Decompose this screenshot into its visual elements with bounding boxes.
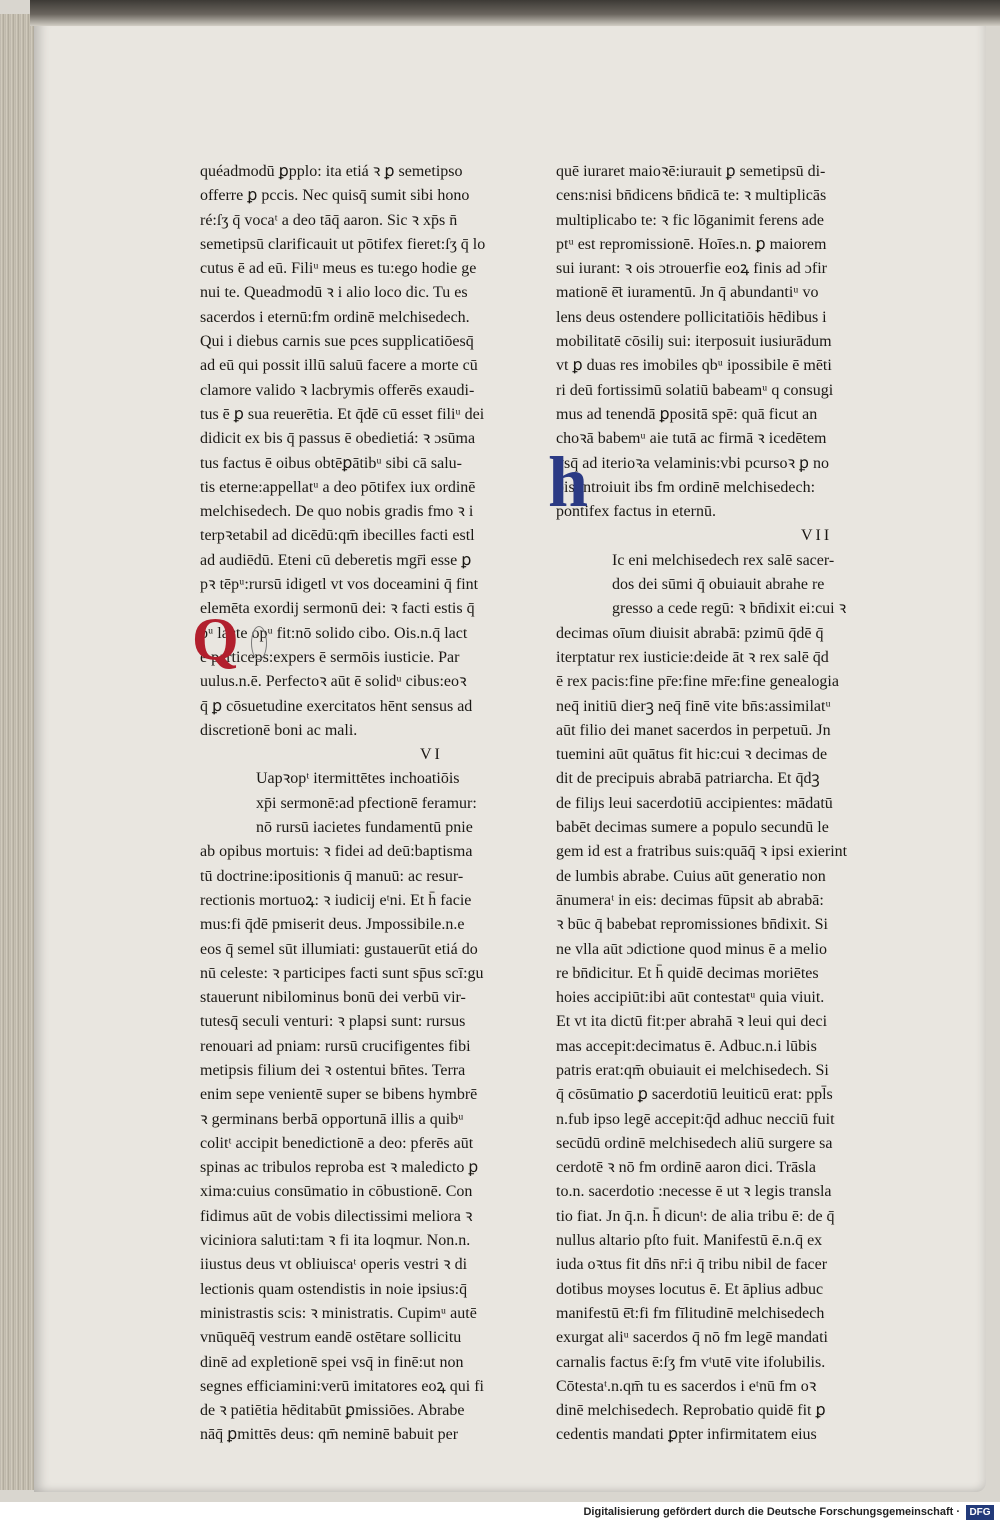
chapter-number: VI xyxy=(420,746,443,764)
text-line: de lumbis abrabe. Cuius aūt generatio non xyxy=(556,867,826,885)
text-line: tus factus ē oibus obtēꝑātibᵘ sibi cā salu- xyxy=(200,454,463,472)
text-line: n.fub ipso legē accepit:q̄d adhuc necciū fuit xyxy=(556,1110,835,1128)
text-line: patris erat:qm̄ obuiauit ei melchisedech. Si xyxy=(556,1061,829,1079)
text-line: cedentis mandati ꝑpter infirmitatem eius xyxy=(556,1426,817,1444)
text-line: neq̄ initiū dierꝫ neq̄ finē vite bn̄s:assimilatᵘ xyxy=(556,697,831,715)
text-line: vnūquēq̄ vestrum eandē ostētare sollicitu xyxy=(200,1329,462,1347)
text-line: re bn̄dicitur. Et h̄ quidē decimas moriētes xyxy=(556,964,819,982)
text-line: de ꝛ patiētia hēditabūt ꝑmissiōes. Abrabe xyxy=(200,1402,465,1420)
text-line: tio fiat. Jn q̄.n. h̄ dicunᵗ: de alia tribu ē: de q̄ xyxy=(556,1207,835,1225)
text-line: pontifex factus in eternū. xyxy=(556,503,716,521)
text-line: segnes efficiamini:verū imitatores eoꝝ qui fi xyxy=(200,1377,484,1395)
text-line: eos q̄ semel sūt illumiati: gustauerūt etiá do xyxy=(200,940,478,958)
text-line: iuda oꝛtus fit dn̄s nr̄:i q̄ tribu nibil de facer xyxy=(556,1256,828,1274)
text-line: stauerunt nibilominus bonū dei verbū vir- xyxy=(200,989,466,1007)
text-line: sacerdos i eternū:fm ordinē melchisedech. xyxy=(200,308,470,326)
initial-q-rubricated: Q xyxy=(192,606,239,672)
text-line: nui te. Queadmodū ꝛ i alio loco dic. Tu es xyxy=(200,284,468,302)
text-line: melchisedech. De quo nobis gradis fmo ꝛ i xyxy=(200,503,474,521)
text-line: ānumeraᵗ in eis: decimas fūpsit ab abrabā: xyxy=(556,891,824,909)
text-line: mus:fi q̄dē pmiserit deus. Jmpossibile.n.e xyxy=(200,916,465,934)
text-line: dos dei sūmi q̄ obuiauit abrahe re xyxy=(612,576,825,594)
binding-shadow xyxy=(30,0,1000,26)
text-line: vsq̄ ad iterioꝛa velaminis:vbi pcursoꝛ ꝑ no xyxy=(556,454,829,472)
text-line: dinē melchisedech. Reprobatio quidē fit ꝑ xyxy=(556,1402,826,1420)
text-line: bᵘ lacte opᵘ fit:nō solido cibo. Ois.n.q̄ lact xyxy=(200,624,468,642)
text-line: iterptatur rex iusticie:deide āt ꝛ rex salē q̄d xyxy=(556,648,829,666)
text-line: renouari ad pniam: rursū crucifigentes fibi xyxy=(200,1037,471,1055)
text-line: bis introiuit ibs fm ordinē melchisedech: xyxy=(556,478,816,496)
text-line: choꝛā babemᵘ aie tutā ac firmā ꝛ icedētem xyxy=(556,430,827,448)
text-line: didicit ex bis q̄ passus ē obedietiá: ꝛ ɔsūma xyxy=(200,430,476,448)
text-line: aūt filio dei manet sacerdos in perpetuū. Jn xyxy=(556,721,831,739)
text-line: terpꝛetabil ad dicēdū:qm̄ ibecilles facti estl xyxy=(200,527,475,545)
text-line: dinē ad expletionē spei vsq̄ in finē:ut non xyxy=(200,1353,464,1371)
text-line: Qui i diebus carnis sue pces supplicatiōesq̄ xyxy=(200,333,474,351)
text-line: to.n. sacerdotio :necesse ē ut ꝛ legis transla xyxy=(556,1183,832,1201)
text-line: tū doctrine:ipositionis q̄ manuū: ac resur- xyxy=(200,867,464,885)
text-line: mus ad tenendā ꝑpositā spē: quā ficut an xyxy=(556,405,818,423)
text-line: xp̄i sermonē:ad pfectionē feramur: xyxy=(256,794,477,812)
text-line: ē particeps:expers ē sermōis iusticie. Par xyxy=(200,648,460,666)
text-line: babēt decimas sumere a populo secundū le xyxy=(556,819,829,837)
text-line: Cōtestaᵗ.n.qm̄ tu es sacerdos i eᵗnū fm oꝛ xyxy=(556,1377,817,1395)
text-line: gresso a cede regū: ꝛ bn̄dixit ei:cui ꝛ xyxy=(612,600,847,618)
text-line: ad audiēdū. Eteni cū deberetis mgr̄i esse ꝑ xyxy=(200,551,472,569)
text-line: multiplicabo te: ꝛ fic lōganimit ferens ade xyxy=(556,211,824,229)
text-line: lens deus ostendere pollicitatiōis hēdibus i xyxy=(556,308,827,326)
text-line: exurgat aliᵘ sacerdos q̄ nō fm legē mandati xyxy=(556,1329,828,1347)
text-line: nāq̄ ꝑmittēs deus: qm̄ neminē babuit per xyxy=(200,1426,459,1444)
text-line: pꝛ tēpᵘ:rursū idigetl vt vos doceamini q̄ fint xyxy=(200,576,479,594)
text-line: mas accepit:decimatus ē. Adbuc.n.i lūbis xyxy=(556,1037,817,1055)
text-line: elemēta exordij sermonū dei: ꝛ facti estis q̄ xyxy=(200,600,475,618)
dfg-logo-icon: DFG xyxy=(966,1505,994,1520)
footer-bar xyxy=(0,1502,1000,1524)
text-line: de filiȷs leui sacerdotiū accipientes: mādatū xyxy=(556,794,833,812)
text-line: fidimus aūt de vobis dilectissimi meliora ꝛ xyxy=(200,1207,473,1225)
text-line: dit de precipuis abrabā patriarcha. Et q̄dꝫ xyxy=(556,770,820,788)
text-line: mobilitatē cōsiliȷ sui: iterposuit iusiurādum xyxy=(556,333,832,351)
text-line: ad eū qui possit illū saluū facere a morte cū xyxy=(200,357,478,375)
text-line: q̄ ꝑ cōsuetudine exercitatos hēnt sensus ad xyxy=(200,697,473,715)
text-line: ē rex pacis:fine pr̄e:fine mr̄e:fine genealogia xyxy=(556,673,839,691)
right-text-column xyxy=(556,160,901,1448)
guide-letter-mark xyxy=(251,626,267,660)
initial-h-blue: h xyxy=(548,442,589,522)
text-line: Ic eni melchisedech rex salē sacer- xyxy=(612,551,835,569)
text-line: lectionis quam ostendistis in noie ipsius:q̄ xyxy=(200,1280,468,1298)
text-line: nullus altario pſto fuit. Manifestū ē.n.q̄ ex xyxy=(556,1232,823,1250)
text-line: manifestū ē̄t:fi fm fīlitudinē melchisedech xyxy=(556,1304,825,1322)
text-line: vt ꝑ duas res imobiles qbᵘ ipossibile ē mēti xyxy=(556,357,832,375)
text-line: ab opibus mortuis: ꝛ fidei ad deū:baptisma xyxy=(200,843,473,861)
text-line: gem id est a fratribus suis:quāq̄ ꝛ ipsi exierint xyxy=(556,843,848,861)
text-line: carnalis factus ē:ſʒ fm vᵗutē vite ifolubilis. xyxy=(556,1353,826,1371)
text-line: hoies accipiūt:ibi aūt contestatᵘ quia viuit. xyxy=(556,989,825,1007)
text-line: tuemini aūt quātus fit hic:cui ꝛ decimas de xyxy=(556,746,828,764)
text-line: dotibus moyses locutus ē. Et āplius adbuc xyxy=(556,1280,824,1298)
footer-credit: Digitalisierung gefördert durch die Deutsche Forschungsgemeinschaft · xyxy=(583,1506,960,1518)
text-line: nū celeste: ꝛ participes facti sunt sp̄us scī:gu xyxy=(200,964,484,982)
text-line: cens:nisi bn̄dicens bn̄dicā te: ꝛ multiplicās xyxy=(556,187,827,205)
text-line: cerdotē ꝛ nō fm ordinē aaron dici. Trāsla xyxy=(556,1159,816,1177)
text-line: ꝛ germinans berbā opportunā illis a quibᵘ xyxy=(200,1110,464,1128)
text-line: mationē ē̄t iuramentū. Jn q̄ abundantiᵘ vo xyxy=(556,284,819,302)
chapter-number: VII xyxy=(801,527,833,545)
text-line: xima:cuius consūmatio in cōbustionē. Con xyxy=(200,1183,473,1201)
text-line: secūdū ordinē melchisedech aliū surgere sa xyxy=(556,1134,833,1152)
text-line: decimas oīum diuisit abrabā: pzimū q̄dē q̄ xyxy=(556,624,824,642)
text-line: metipsis filium dei ꝛ ostentui bn̄tes. Terra xyxy=(200,1061,466,1079)
text-line: quē iuraret maioꝛē:iurauit ꝑ semetipsū di- xyxy=(556,163,826,180)
text-line: quéadmodū ꝑpplo: ita etiá ꝛ ꝑ semetipso xyxy=(200,163,463,180)
text-line: ne vlla aūt ɔdictione quod minus ē a melio xyxy=(556,940,828,958)
text-line: spinas ac tribulos reproba est ꝛ maledicto ꝑ xyxy=(200,1159,479,1177)
text-line: semetipsū clarificauit ut pōtifex fieret:ſʒ q̄ lo xyxy=(200,235,486,253)
text-line: tus ē ꝑ sua reuerētia. Et q̄dē cū esset filiᵘ dei xyxy=(200,405,485,423)
text-line: colitᵗ accipit benedictionē a deo: pferēs aūt xyxy=(200,1134,474,1152)
text-line: Uapꝛopᵗ itermittētes inchoatiōis xyxy=(256,770,460,788)
text-line: tutesq̄ seculi venturi: ꝛ plapsi sunt: rursus xyxy=(200,1013,466,1031)
text-line: ptᵘ est repromissionē. Hoīes.n. ꝑ maiorem xyxy=(556,235,827,253)
text-line: tis eterne:appellatᵘ a deo pōtifex iux ordinē xyxy=(200,478,476,496)
text-line: offerre ꝑ pccis. Nec quisq̄ sumit sibi hono xyxy=(200,187,470,205)
text-line: cutus ē ad eū. Filiᵘ meus es tu:ego hodie ge xyxy=(200,260,477,278)
text-line: q̄ cōsūmatio ꝑ sacerdotiū leuiticū erat: ppl̄s xyxy=(556,1086,833,1104)
text-line: ré:ſʒ q̄ vocaᵗ a deo tāq̄ aaron. Sic ꝛ xp̄s n̄ xyxy=(200,211,458,229)
text-line: clamore valido ꝛ lacbrymis offerēs exaudi- xyxy=(200,381,475,399)
text-line: sui iurant: ꝛ ois ɔtrouerfie eoꝝ finis ad ɔfir xyxy=(556,260,827,278)
text-line: Et vt ita dictū fit:per abrahā ꝛ leui qui deci xyxy=(556,1013,828,1031)
text-line: iiustus deus vt obliuiscaᵗ operis vestri ꝛ di xyxy=(200,1256,468,1274)
text-line: enim sepe venientē super se bibens hymbrē xyxy=(200,1086,478,1104)
text-line: rectionis mortuoꝝ: ꝛ iudicij eᵗni. Et h̄ facie xyxy=(200,891,472,909)
text-line: nō rursū iacietes fundamentū pnie xyxy=(256,819,473,837)
text-line: ri deū fortissimū solatiū babeamᵘ q consugi xyxy=(556,381,834,399)
left-text-column xyxy=(200,160,544,1448)
text-line: ꝛ būc q̄ babebat repromissiones bn̄dixit. Si xyxy=(556,916,828,934)
text-line: discretionē boni ac mali. xyxy=(200,721,358,739)
text-line: uulus.n.ē. Perfectoꝛ aūt ē solidᵘ cibus:eoꝛ xyxy=(200,673,467,691)
text-line: viciniora saluti:tam ꝛ fi ita loqmur. Non.n. xyxy=(200,1232,471,1250)
text-line: ministrastis scis: ꝛ ministratis. Cupimᵘ autē xyxy=(200,1304,477,1322)
